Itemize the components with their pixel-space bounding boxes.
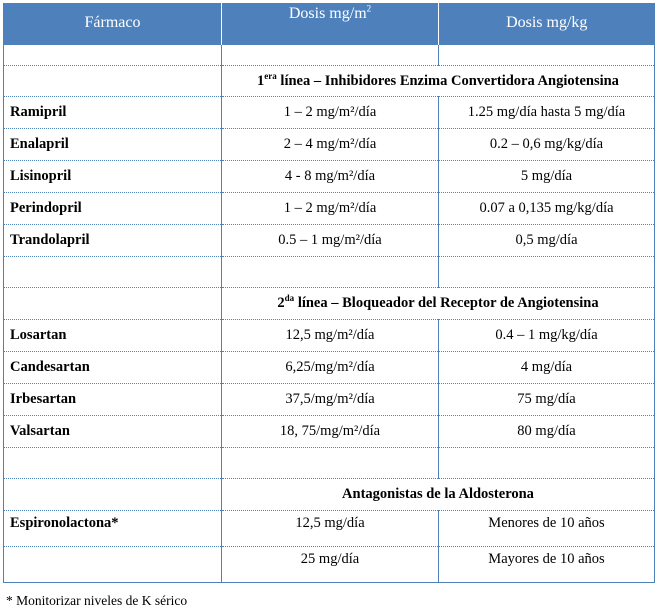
dose-m2: 1 – 2 mg/m²/día <box>222 97 439 129</box>
section-title: $1^{era}$ línea – Inhibidores Enzima Convertidora Angiotensina <box>222 66 655 97</box>
dose-kg: 5 mg/día <box>439 161 655 193</box>
dose-m2: 1 – 2 mg/m²/día <box>222 193 439 225</box>
drug-name <box>4 547 222 583</box>
section-row <box>4 288 655 320</box>
table-row <box>4 511 655 547</box>
dose-kg: 4 mg/día <box>439 352 655 384</box>
spacer-row <box>4 45 655 66</box>
header-dosis-kg: Dosis mg/kg <box>439 3 655 45</box>
dose-kg: Menores de 10 años <box>439 511 655 547</box>
header-dosis-m2: Dosis $mg/m^2$ <box>222 3 439 45</box>
dosing-table <box>3 3 655 583</box>
spacer-row <box>4 66 655 97</box>
section-row <box>4 479 655 511</box>
dose-m2: 2 – 4 mg/m²/día <box>222 129 439 161</box>
table-row <box>4 161 655 193</box>
table-row <box>4 97 655 129</box>
drug-name: Losartan <box>4 320 222 352</box>
dose-kg: 0.4 – 1 mg/kg/día <box>439 320 655 352</box>
drug-name: Espironolactona* <box>4 511 222 547</box>
dose-m2: 25 mg/día <box>222 547 439 583</box>
dose-kg: 0.2 – 0,6 mg/kg/día <box>439 129 655 161</box>
dose-m2: 6,25/mg/m²/día <box>222 352 439 384</box>
dose-m2: 37,5/mg/m²/día <box>222 384 439 416</box>
dose-kg: Mayores de 10 años <box>439 547 655 583</box>
drug-name: Ramipril <box>4 97 222 129</box>
dose-m2: 0.5 – 1 mg/m²/día <box>222 225 439 257</box>
dose-m2: 12,5 mg/día <box>222 511 439 547</box>
footnote: * Monitorizar niveles de K sérico <box>6 593 188 608</box>
table-row <box>4 225 655 257</box>
spacer-row <box>4 257 655 288</box>
dose-kg: 1.25 mg/día hasta 5 mg/día <box>439 97 655 129</box>
table-row <box>4 320 655 352</box>
dose-kg: 0.07 a 0,135 mg/kg/día <box>439 193 655 225</box>
table-row <box>4 416 655 448</box>
drug-name: Lisinopril <box>4 161 222 193</box>
table-row <box>4 384 655 416</box>
drug-name: Valsartan <box>4 416 222 448</box>
section-title: Antagonistas de la Aldosterona <box>222 479 655 511</box>
section-title: $2^{da}$ línea – Bloqueador del Receptor de Angiotensina <box>222 288 655 320</box>
dose-m2: 12,5 mg/m²/día <box>222 320 439 352</box>
dose-kg: 80 mg/día <box>439 416 655 448</box>
dose-m2: 18, 75/mg/m²/día <box>222 416 439 448</box>
table-row <box>4 129 655 161</box>
header-row <box>4 3 655 45</box>
table-row <box>4 352 655 384</box>
dose-m2: 4 - 8 mg/m²/día <box>222 161 439 193</box>
drug-name: Trandolapril <box>4 225 222 257</box>
dose-kg: 75 mg/día <box>439 384 655 416</box>
spacer-row <box>4 448 655 479</box>
dose-kg: 0,5 mg/día <box>439 225 655 257</box>
drug-name: Enalapril <box>4 129 222 161</box>
table-row <box>4 193 655 225</box>
table-row <box>4 547 655 583</box>
drug-name: Candesartan <box>4 352 222 384</box>
drug-name: Irbesartan <box>4 384 222 416</box>
drug-name: Perindopril <box>4 193 222 225</box>
header-farmaco: Fármaco <box>4 3 222 45</box>
